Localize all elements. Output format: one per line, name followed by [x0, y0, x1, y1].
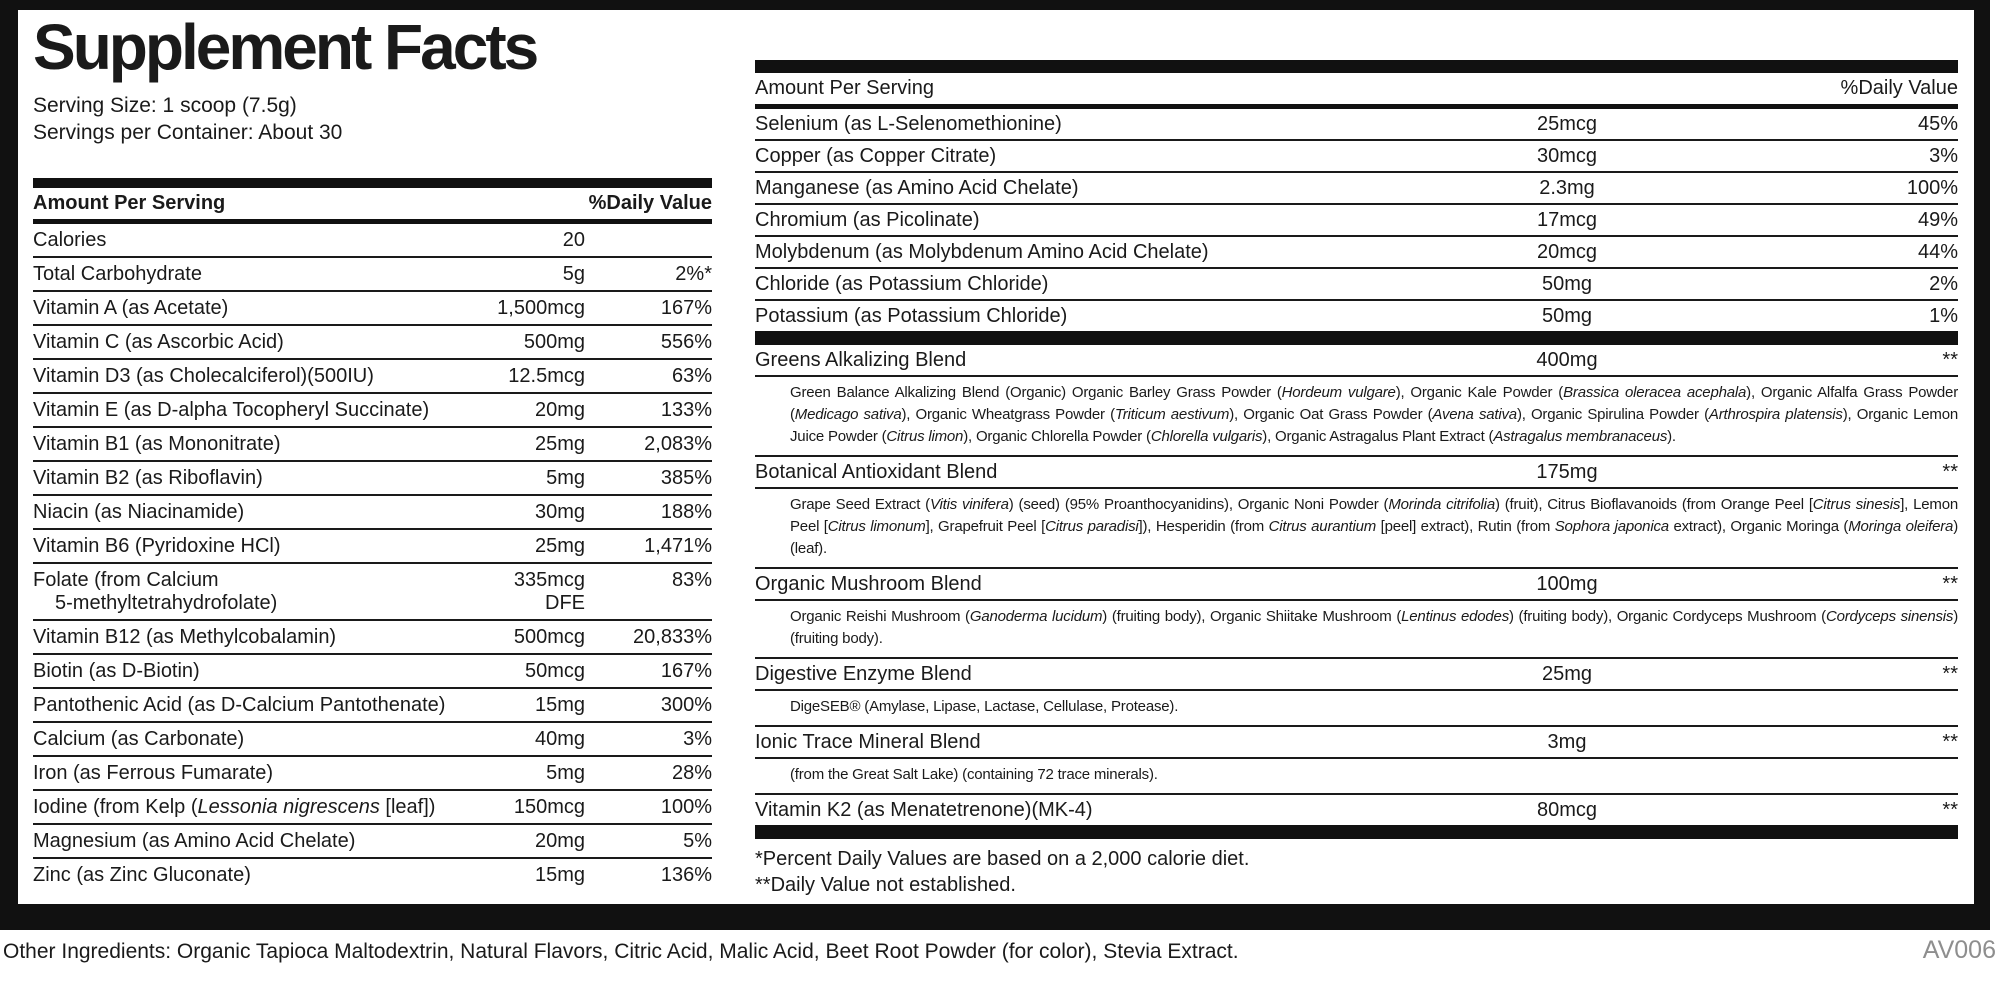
right-mineral-table	[755, 109, 1958, 331]
amount-header: Amount Per Serving	[755, 77, 934, 99]
text-segment: Grape Seed Extract (	[790, 496, 930, 513]
nutrient-amount: 15mg	[534, 864, 585, 886]
nutrient-amount: 25mg	[1541, 663, 1593, 685]
nutrient-name: Biotin (as D-Biotin)	[33, 660, 200, 682]
table-row	[755, 301, 1958, 331]
blend-row	[755, 345, 1958, 377]
table-row	[33, 791, 712, 825]
nutrient-daily-value: 49%	[1917, 209, 1958, 231]
nutrient-name: Botanical Antioxidant Blend	[755, 461, 998, 483]
text-segment: ), Organic Kale Powder (	[1395, 384, 1564, 401]
nutrient-amount: 50mg	[1541, 305, 1593, 327]
latin-name: Citrus limonum	[827, 518, 926, 535]
nutrient-amount: 25mcg	[1536, 113, 1598, 135]
text-segment: ).	[1667, 428, 1676, 445]
blend-row	[755, 659, 1958, 691]
latin-name: Citrus paradisi	[1045, 518, 1139, 535]
blend-row	[755, 727, 1958, 759]
label-frame-bottom-bar	[0, 904, 1990, 930]
nutrient-amount: 5mg	[546, 467, 585, 489]
nutrient-amount: 50mg	[1541, 273, 1593, 295]
nutrient-amount: 100mg	[1536, 573, 1598, 595]
table-row	[33, 496, 712, 530]
footnote-dv-basis: *Percent Daily Values are based on a 2,000 calorie diet.	[755, 848, 1250, 870]
text-segment: Green Balance Alkalizing Blend (Organic) Organic Barley Grass Powder (	[790, 384, 1282, 401]
text-segment: extract), Organic Moringa (	[1668, 518, 1849, 535]
nutrient-daily-value: 100%	[1906, 177, 1958, 199]
text-segment: ), Organic Wheatgrass Powder (	[901, 406, 1115, 423]
nutrient-amount: 5mg	[546, 762, 585, 784]
nutrient-daily-value: 2%	[1929, 273, 1958, 295]
nutrient-daily-value: 167%	[660, 297, 712, 319]
latin-name: Cordyceps sinensis	[1825, 608, 1954, 625]
nutrient-daily-value: 1,471%	[644, 535, 712, 557]
nutrient-name: Vitamin B2 (as Riboflavin)	[33, 467, 263, 489]
right-column	[755, 60, 1958, 898]
section-divider-bar	[755, 60, 1958, 73]
nutrient-name: Vitamin B1 (as Mononitrate)	[33, 433, 281, 455]
nutrient-name	[33, 796, 473, 819]
nutrient-daily-value: **	[1942, 799, 1958, 821]
nutrient-daily-value: 3%	[683, 728, 712, 750]
blend-ingredients	[755, 759, 1958, 795]
table-row	[33, 689, 712, 723]
table-row	[33, 723, 712, 757]
table-row	[33, 564, 712, 621]
text-segment: ), Organic Oat Grass Powder (	[1229, 406, 1433, 423]
latin-name: Citrus limon	[886, 428, 964, 445]
nutrient-name: Calories	[33, 229, 107, 251]
section-divider-bar	[33, 178, 712, 188]
nutrient-name: Chloride (as Potassium Chloride)	[755, 273, 1049, 295]
table-row	[33, 621, 712, 655]
table-row	[33, 825, 712, 859]
text-segment: ), Organic Spirulina Powder (	[1516, 406, 1709, 423]
text-segment: ) (fruiting body).	[790, 608, 1958, 647]
text-segment: ], Grapefruit Peel [	[925, 518, 1046, 535]
nutrient-daily-value: **	[1942, 461, 1958, 483]
nutrient-name: Calcium (as Carbonate)	[33, 728, 245, 750]
text-segment: (from the Great Salt Lake) (containing 72 trace minerals).	[790, 766, 1158, 783]
latin-name: Moringa oleifera	[1848, 518, 1954, 535]
nutrient-daily-value: 167%	[660, 660, 712, 682]
nutrient-daily-value: 28%	[671, 762, 712, 784]
blend-row	[755, 457, 1958, 489]
text-segment: ), Organic Chlorella Powder (	[963, 428, 1151, 445]
nutrient-daily-value: 136%	[660, 864, 712, 886]
blend-row	[755, 569, 1958, 601]
table-row	[33, 462, 712, 496]
blend-row	[755, 795, 1958, 825]
latin-name: Citrus sinesis	[1812, 496, 1901, 513]
nutrient-daily-value: 2,083%	[644, 433, 712, 455]
serving-size: Serving Size: 1 scoop (7.5g)	[33, 94, 297, 117]
page-title: Supplement Facts	[33, 11, 537, 83]
nutrient-daily-value: **	[1942, 573, 1958, 595]
table-row	[755, 269, 1958, 301]
nutrient-daily-value: 2%*	[675, 263, 712, 285]
nutrient-name: Pantothenic Acid (as D-Calcium Pantothenate)	[33, 694, 446, 716]
table-row	[33, 655, 712, 689]
blend-ingredients	[755, 691, 1958, 727]
nutrient-daily-value: 20,833%	[633, 626, 712, 648]
latin-name: Arthrospira platensis	[1708, 406, 1843, 423]
blend-ingredients	[755, 377, 1958, 457]
nutrient-amount: 20mg	[534, 830, 585, 852]
nutrient-name: Total Carbohydrate	[33, 263, 202, 285]
table-row	[33, 224, 712, 258]
latin-name: Morinda citrifolia	[1388, 496, 1495, 513]
text-segment: Iodine (from Kelp (	[33, 796, 198, 818]
table-row	[33, 292, 712, 326]
table-row	[755, 205, 1958, 237]
daily-value-header: %Daily Value	[588, 192, 712, 214]
nutrient-name: Molybdenum (as Molybdenum Amino Acid Chelate)	[755, 241, 1209, 263]
section-divider-bar	[755, 825, 1958, 839]
text-segment: ) (fruiting body), Organic Cordyceps Mushroom (	[1509, 608, 1826, 625]
text-segment: ), Organic Astragalus Plant Extract (	[1262, 428, 1494, 445]
nutrient-daily-value: **	[1942, 663, 1958, 685]
blend-table	[755, 345, 1958, 825]
nutrient-amount: 12.5mcg	[508, 365, 585, 387]
table-row	[33, 258, 712, 292]
nutrient-name: Vitamin B12 (as Methylcobalamin)	[33, 626, 337, 648]
left-column	[33, 12, 712, 891]
text-segment: ], Lemon Peel [	[790, 496, 1958, 535]
nutrient-daily-value: 45%	[1917, 113, 1958, 135]
nutrient-daily-value: 385%	[660, 467, 712, 489]
latin-name: Lentinus edodes	[1401, 608, 1509, 625]
nutrient-daily-value: 83%	[671, 569, 712, 591]
text-segment: ) (fruit), Citrus Bioflavanoids (from Orange Peel [	[1494, 496, 1813, 513]
footnotes	[755, 846, 1958, 898]
nutrient-amount: 25mg	[534, 433, 585, 455]
nutrient-name: Niacin (as Niacinamide)	[33, 501, 245, 523]
latin-name: Lessonia nigrescens	[197, 796, 380, 818]
label-frame-left	[0, 0, 18, 930]
nutrient-name: Greens Alkalizing Blend	[755, 349, 967, 371]
table-row	[755, 109, 1958, 141]
nutrient-daily-value: 100%	[660, 796, 712, 818]
latin-name: Hordeum vulgare	[1281, 384, 1396, 401]
text-segment: Folate (from Calcium	[33, 569, 219, 591]
nutrient-amount: 20mg	[534, 399, 585, 421]
nutrient-name: Copper (as Copper Citrate)	[755, 145, 997, 167]
nutrient-name	[33, 569, 473, 615]
right-table-header	[755, 73, 1958, 109]
table-row	[33, 394, 712, 428]
table-row	[33, 859, 712, 891]
nutrient-amount: 175mg	[1536, 461, 1598, 483]
latin-name: Triticum aestivum	[1114, 406, 1230, 423]
table-row	[33, 326, 712, 360]
left-nutrient-table	[33, 224, 712, 891]
latin-name: Brassica oleracea acephala	[1563, 384, 1747, 401]
nutrient-name: Vitamin B6 (Pyridoxine HCl)	[33, 535, 281, 557]
nutrient-daily-value: 44%	[1917, 241, 1958, 263]
text-segment: ) (fruiting body), Organic Shiitake Mushroom (	[1102, 608, 1402, 625]
nutrient-name: Iron (as Ferrous Fumarate)	[33, 762, 274, 784]
nutrient-amount: 5g	[562, 263, 585, 285]
nutrient-amount: 80mcg	[1536, 799, 1598, 821]
nutrient-name: Digestive Enzyme Blend	[755, 663, 972, 685]
latin-name: Vitis vinifera	[929, 496, 1009, 513]
table-row	[33, 530, 712, 564]
blend-ingredients	[755, 489, 1958, 569]
nutrient-name: Vitamin A (as Acetate)	[33, 297, 229, 319]
product-code: AV006	[1922, 936, 1996, 964]
nutrient-amount: 20	[562, 229, 585, 251]
nutrient-amount: 20mcg	[1536, 241, 1598, 263]
text-segment: ) (leaf).	[790, 518, 1958, 557]
text-segment: [leaf])	[379, 796, 436, 818]
nutrient-name: Zinc (as Zinc Gluconate)	[33, 864, 251, 886]
table-row	[33, 428, 712, 462]
nutrient-daily-value: 5%	[683, 830, 712, 852]
nutrient-amount: 40mg	[534, 728, 585, 750]
nutrient-name: Vitamin C (as Ascorbic Acid)	[33, 331, 284, 353]
latin-name: Sophora japonica	[1554, 518, 1669, 535]
nutrient-amount: 2.3mg	[1539, 177, 1595, 199]
nutrient-name: Selenium (as L-Selenomethionine)	[755, 113, 1062, 135]
nutrient-daily-value: 188%	[660, 501, 712, 523]
nutrient-amount: 30mg	[534, 501, 585, 523]
nutrient-daily-value: 63%	[671, 365, 712, 387]
latin-name: Citrus aurantium	[1268, 518, 1377, 535]
nutrient-amount: 3mg	[1547, 731, 1587, 753]
text-segment: Organic Reishi Mushroom (	[790, 608, 970, 625]
text-segment: [peel] extract), Rutin (from	[1376, 518, 1555, 535]
nutrient-name: Manganese (as Amino Acid Chelate)	[755, 177, 1079, 199]
text-segment: DigeSEB® (Amylase, Lipase, Lactase, Cellulase, Protease).	[790, 698, 1179, 715]
nutrient-name: Vitamin K2 (as Menatetrenone)(MK-4)	[755, 799, 1093, 821]
section-divider-bar	[755, 331, 1958, 345]
nutrient-daily-value: 556%	[660, 331, 712, 353]
daily-value-header: %Daily Value	[1840, 77, 1958, 99]
table-row	[33, 360, 712, 394]
text-segment: ), Organic Lemon Juice Powder (	[790, 406, 1958, 445]
nutrient-amount: 1,500mcg	[497, 297, 585, 319]
footnote-dv-not-established: **Daily Value not established.	[755, 874, 1016, 896]
latin-name: Astragalus membranaceus	[1493, 428, 1668, 445]
servings-per-container: Servings per Container: About 30	[33, 121, 343, 144]
nutrient-amount: 30mcg	[1536, 145, 1598, 167]
nutrient-name: Potassium (as Potassium Chloride)	[755, 305, 1068, 327]
serving-info	[33, 92, 712, 146]
nutrient-amount: 400mg	[1536, 349, 1598, 371]
nutrient-amount: 500mcg	[513, 626, 585, 648]
left-table-header	[33, 188, 712, 224]
latin-name: Chlorella vulgaris	[1150, 428, 1263, 445]
label-frame-right	[1974, 0, 1990, 930]
nutrient-amount: 50mcg	[524, 660, 585, 682]
nutrient-amount: 500mg	[523, 331, 585, 353]
latin-name: Avena sativa	[1432, 406, 1517, 423]
blend-ingredients	[755, 601, 1958, 659]
nutrient-name: Ionic Trace Mineral Blend	[755, 731, 981, 753]
footer	[3, 936, 1996, 965]
table-row	[33, 757, 712, 791]
nutrient-daily-value: 300%	[660, 694, 712, 716]
nutrient-amount: 25mg	[534, 535, 585, 557]
amount-header: Amount Per Serving	[33, 192, 226, 214]
latin-name: Medicago sativa	[794, 406, 902, 423]
label-frame-top	[0, 0, 1990, 10]
nutrient-daily-value: 133%	[660, 399, 712, 421]
nutrient-amount: 15mg	[534, 694, 585, 716]
nutrient-name: Chromium (as Picolinate)	[755, 209, 980, 231]
latin-name: Ganoderma lucidum	[969, 608, 1103, 625]
table-row	[755, 141, 1958, 173]
text-segment: ) (seed) (95% Proanthocyanidins), Organic Noni Powder (	[1008, 496, 1389, 513]
nutrient-amount: 335mcg DFE	[513, 569, 585, 614]
nutrient-name: Vitamin E (as D-alpha Tocopheryl Succinate)	[33, 399, 430, 421]
nutrient-name: Organic Mushroom Blend	[755, 573, 982, 595]
text-segment: 5-methyltetrahydrofolate)	[55, 592, 278, 614]
nutrient-amount: 150mcg	[513, 796, 585, 818]
text-segment: ), Organic Alfalfa Grass Powder (	[790, 384, 1958, 423]
nutrient-daily-value: 1%	[1929, 305, 1958, 327]
text-segment: ]), Hesperidin (from	[1138, 518, 1269, 535]
nutrient-name: Vitamin D3 (as Cholecalciferol)(500IU)	[33, 365, 374, 387]
nutrient-name: Magnesium (as Amino Acid Chelate)	[33, 830, 356, 852]
table-row	[755, 173, 1958, 205]
nutrient-daily-value: 3%	[1929, 145, 1958, 167]
nutrient-amount: 17mcg	[1536, 209, 1598, 231]
other-ingredients: Other Ingredients: Organic Tapioca Maltodextrin, Natural Flavors, Citric Acid, Malic Acid, Beet Root Powder (for color), Stevia Extract.	[3, 940, 1239, 963]
table-row	[755, 237, 1958, 269]
nutrient-daily-value: **	[1942, 349, 1958, 371]
nutrient-daily-value: **	[1942, 731, 1958, 753]
